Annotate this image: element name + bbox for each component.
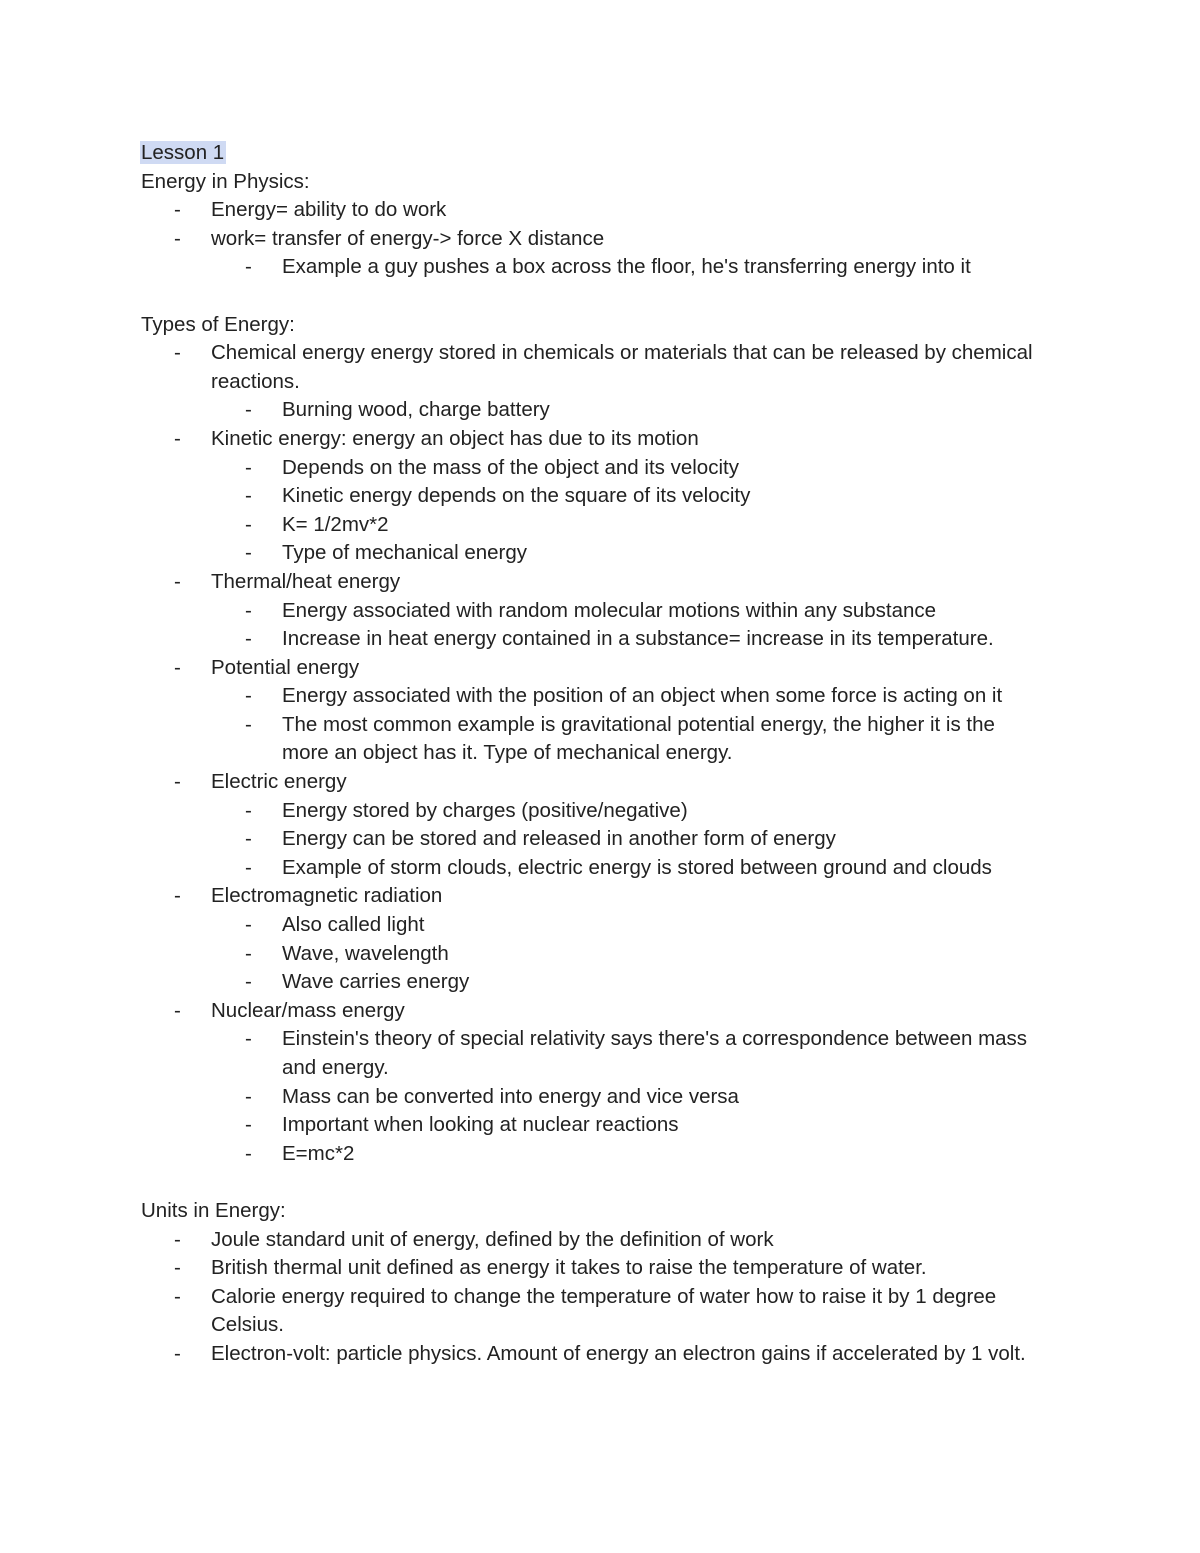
list-item bbox=[141, 997, 1061, 1026]
list-item bbox=[141, 1226, 1061, 1255]
dash-bullet: - bbox=[174, 1341, 181, 1365]
list-item bbox=[141, 425, 1061, 454]
sub-list-item-text: Example of storm clouds, electric energy is stored between ground and clouds bbox=[282, 855, 992, 879]
sub-list-item-text: Depends on the mass of the object and its velocity bbox=[282, 455, 739, 479]
dash-bullet: - bbox=[174, 1256, 181, 1280]
sub-list-item-text: Important when looking at nuclear reactions bbox=[282, 1113, 679, 1137]
dash-bullet: - bbox=[245, 512, 252, 536]
dash-bullet: - bbox=[174, 341, 181, 365]
sub-list-item bbox=[141, 1111, 1061, 1140]
dash-bullet: - bbox=[245, 1027, 252, 1051]
dash-bullet: - bbox=[245, 255, 252, 279]
list-item bbox=[141, 339, 1061, 396]
sub-list-item-text: Energy stored by charges (positive/negative) bbox=[282, 798, 688, 822]
section bbox=[141, 168, 1061, 282]
sub-list-item bbox=[141, 396, 1061, 425]
list-item-text: Nuclear/mass energy bbox=[211, 998, 405, 1022]
section bbox=[141, 311, 1061, 1169]
sub-list-item-text: Einstein's theory of special relativity says there's a correspondence between mass and energy. bbox=[282, 1027, 1028, 1079]
sub-list-item bbox=[141, 797, 1061, 826]
list-item bbox=[141, 1283, 1061, 1340]
sub-list-item-text: Example a guy pushes a box across the floor, he's transferring energy into it bbox=[282, 255, 971, 279]
doc-title: Lesson 1 bbox=[141, 141, 225, 164]
list-item bbox=[141, 1340, 1061, 1369]
dash-bullet: - bbox=[174, 569, 181, 593]
sub-list-item-text: Also called light bbox=[282, 913, 425, 937]
dash-bullet: - bbox=[245, 941, 252, 965]
dash-bullet: - bbox=[245, 798, 252, 822]
blank-line bbox=[141, 1168, 1061, 1197]
sub-list-item bbox=[141, 482, 1061, 511]
sub-list-item bbox=[141, 1025, 1061, 1082]
list-item-text: British thermal unit defined as energy it takes to raise the temperature of water. bbox=[211, 1256, 927, 1280]
sub-list-item bbox=[141, 854, 1061, 883]
section-heading: Units in Energy: bbox=[141, 1198, 286, 1222]
sub-list-item bbox=[141, 511, 1061, 540]
list-item-text: Electromagnetic radiation bbox=[211, 884, 443, 908]
sub-list-item bbox=[141, 625, 1061, 654]
section-heading: Energy in Physics: bbox=[141, 169, 310, 193]
sections-container bbox=[141, 168, 1061, 1369]
sub-list-item bbox=[141, 968, 1061, 997]
section bbox=[141, 1197, 1061, 1369]
dash-bullet: - bbox=[245, 712, 252, 736]
dash-bullet: - bbox=[245, 598, 252, 622]
list-item bbox=[141, 196, 1061, 225]
list-item bbox=[141, 1254, 1061, 1283]
dash-bullet: - bbox=[174, 426, 181, 450]
dash-bullet: - bbox=[245, 484, 252, 508]
sub-list-item-text: Energy can be stored and released in another form of energy bbox=[282, 827, 836, 851]
sub-list-item-text: Energy associated with random molecular motions within any substance bbox=[282, 598, 937, 622]
list-item-text: Electric energy bbox=[211, 770, 347, 794]
sub-list-item-text: K= 1/2mv*2 bbox=[282, 512, 389, 536]
sub-list-item bbox=[141, 911, 1061, 940]
sub-list-item-text: Increase in heat energy contained in a substance= increase in its temperature. bbox=[282, 627, 994, 651]
sub-list-item bbox=[141, 597, 1061, 626]
sub-list-item-text: Burning wood, charge battery bbox=[282, 398, 550, 422]
list-item bbox=[141, 768, 1061, 797]
sub-list-item bbox=[141, 539, 1061, 568]
dash-bullet: - bbox=[245, 913, 252, 937]
list-item-text: Electron-volt: particle physics. Amount of energy an electron gains if accelerated by 1 volt. bbox=[211, 1341, 1026, 1365]
dash-bullet: - bbox=[245, 541, 252, 565]
list-item bbox=[141, 882, 1061, 911]
list-item-text: Joule standard unit of energy, defined by the definition of work bbox=[211, 1227, 774, 1251]
dash-bullet: - bbox=[245, 455, 252, 479]
dash-bullet: - bbox=[245, 684, 252, 708]
dash-bullet: - bbox=[245, 970, 252, 994]
list-item bbox=[141, 568, 1061, 597]
sub-list-item bbox=[141, 1140, 1061, 1169]
dash-bullet: - bbox=[174, 226, 181, 250]
sub-list-item bbox=[141, 825, 1061, 854]
list-item-text: Calorie energy required to change the temperature of water how to raise it by 1 degree Celsius. bbox=[211, 1284, 997, 1337]
dash-bullet: - bbox=[174, 1227, 181, 1251]
list-item bbox=[141, 654, 1061, 683]
sub-list-item-text: Wave, wavelength bbox=[282, 941, 449, 965]
doc-title-line bbox=[141, 139, 1061, 168]
dash-bullet: - bbox=[245, 1141, 252, 1165]
dash-bullet: - bbox=[245, 1084, 252, 1108]
blank-line bbox=[141, 282, 1061, 311]
dash-bullet: - bbox=[245, 827, 252, 851]
dash-bullet: - bbox=[174, 1284, 181, 1308]
list-item-text: Kinetic energy: energy an object has due to its motion bbox=[211, 426, 699, 450]
list-item-text: work= transfer of energy-> force X distance bbox=[211, 226, 605, 250]
sub-list-item bbox=[141, 682, 1061, 711]
sub-list-item-text: E=mc*2 bbox=[282, 1141, 355, 1165]
dash-bullet: - bbox=[174, 884, 181, 908]
sub-list-item-text: Wave carries energy bbox=[282, 970, 470, 994]
sub-list-item bbox=[141, 940, 1061, 969]
dash-bullet: - bbox=[174, 198, 181, 222]
dash-bullet: - bbox=[174, 655, 181, 679]
dash-bullet: - bbox=[245, 398, 252, 422]
sub-list-item bbox=[141, 454, 1061, 483]
sub-list-item bbox=[141, 1083, 1061, 1112]
dash-bullet: - bbox=[245, 855, 252, 879]
sub-list-item-text: Type of mechanical energy bbox=[282, 541, 527, 565]
dash-bullet: - bbox=[174, 770, 181, 794]
sub-list-item-text: Kinetic energy depends on the square of its velocity bbox=[282, 484, 751, 508]
dash-bullet: - bbox=[245, 1113, 252, 1137]
list-item-text: Thermal/heat energy bbox=[211, 569, 401, 593]
sub-list-item-text: Energy associated with the position of an object when some force is acting on it bbox=[282, 684, 1003, 708]
document-body bbox=[141, 139, 1061, 1369]
section-heading: Types of Energy: bbox=[141, 312, 295, 336]
sub-list-item bbox=[141, 253, 1061, 282]
list-item bbox=[141, 225, 1061, 254]
sub-list-item-text: Mass can be converted into energy and vice versa bbox=[282, 1084, 739, 1108]
sub-list-item-text: The most common example is gravitational potential energy, the higher it is the more an object has it. Type of mechanical energy. bbox=[282, 712, 995, 765]
list-item-text: Chemical energy energy stored in chemicals or materials that can be released by chemical reactions. bbox=[211, 341, 1033, 393]
dash-bullet: - bbox=[245, 627, 252, 651]
sub-list-item bbox=[141, 711, 1061, 768]
list-item-text: Potential energy bbox=[211, 655, 360, 679]
dash-bullet: - bbox=[174, 998, 181, 1022]
list-item-text: Energy= ability to do work bbox=[211, 198, 447, 222]
